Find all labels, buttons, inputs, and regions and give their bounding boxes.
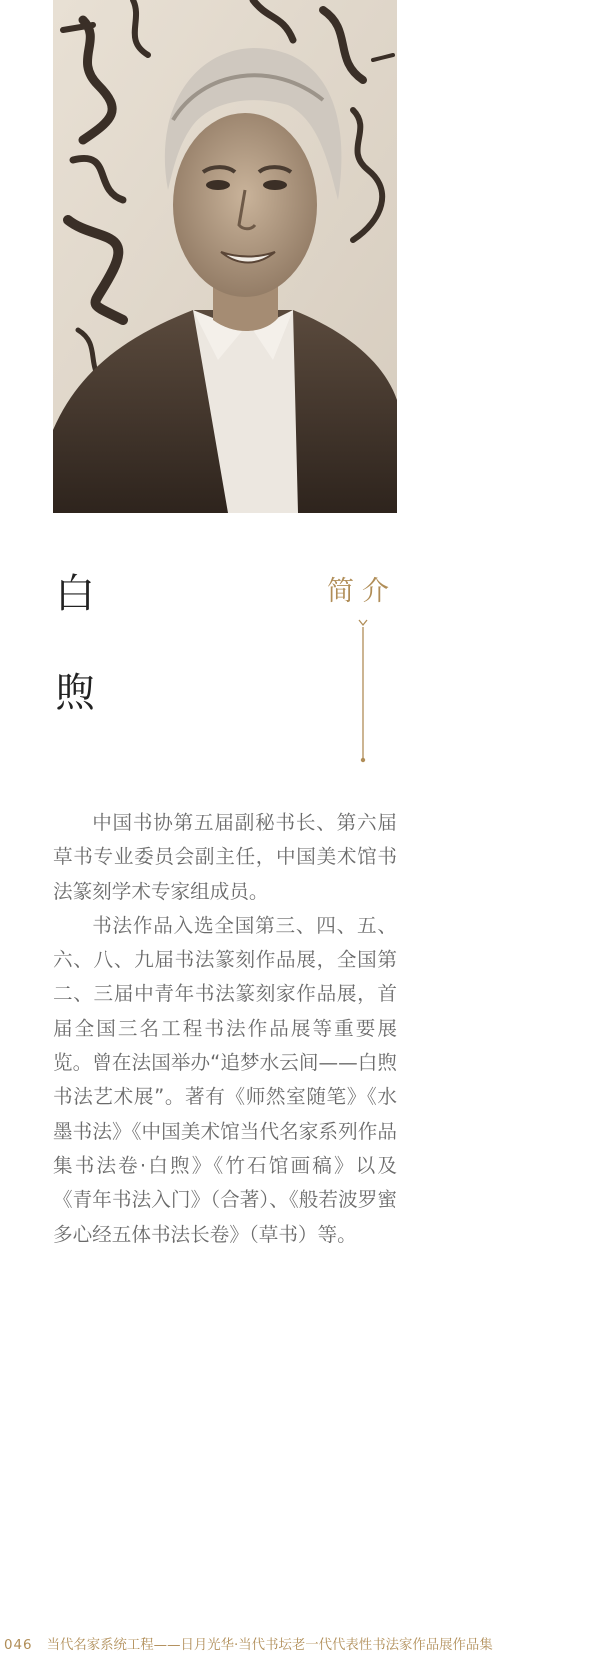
page-number: 046 bbox=[4, 1637, 33, 1653]
bio-paragraph: 书法作品入选全国第三、四、五、六、八、九届书法篆刻作品展，全国第二、三届中青年书法篆刻家作品展，首届全国三名工程书法作品展等重要展览。曾在法国举办“追梦水云间——白煦书法艺术展”。著有《师然室随笔》《水墨书法》《中国美术馆当代名家系列作品集书法卷·白煦》《竹石馆画稿》以及《青年书法入门》（合著）、《般若波罗蜜多心经五体书法长卷》（草书）等。 bbox=[53, 913, 397, 1246]
footer-title: 当代名家系统工程——日月光华·当代书坛老一代代表性书法家作品展作品集 bbox=[46, 1637, 493, 1653]
bio-paragraph: 中国书协第五届副秘书长、第六届草书专业委员会副主任，中国美术馆书法篆刻学术专家组成员。 bbox=[53, 811, 397, 903]
name-char-first: 白 bbox=[55, 571, 95, 617]
page-footer bbox=[4, 1639, 596, 1652]
chevron-line-icon bbox=[357, 619, 369, 764]
biography bbox=[53, 806, 397, 1252]
intro-heading: 简介 bbox=[327, 576, 397, 607]
name-char-second: 煦 bbox=[55, 670, 95, 716]
portrait-photo bbox=[53, 0, 397, 513]
